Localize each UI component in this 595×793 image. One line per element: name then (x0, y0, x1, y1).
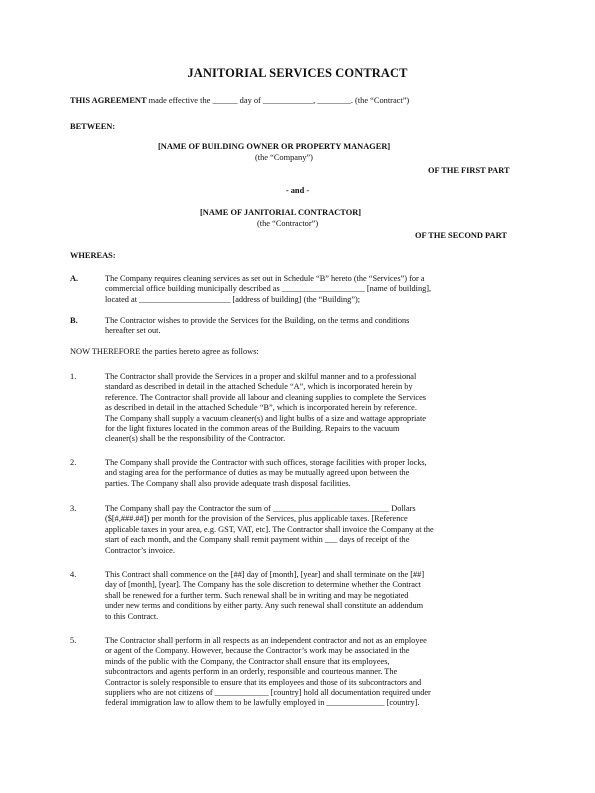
party1-alias: (the “Company”) (255, 153, 313, 162)
clause-line: subcontractors and agents perform in an orderly, responsible and courteous manner. The (105, 667, 398, 677)
party2-part: OF THE SECOND PART (415, 231, 507, 240)
clause-line: start of each month, and the Company shall remit payment within ___ days of receipt of the (105, 535, 410, 545)
party2-name: [NAME OF JANITORIAL CONTRACTOR] (200, 208, 362, 217)
clause-line: Contractor is solely responsible to ensure that its employees and those of its subcontractors and (105, 677, 422, 687)
clause-line: suppliers who are not citizens of _____________ [country] hold all documentation required under (105, 688, 431, 698)
recital-label: A. (70, 274, 79, 283)
clause-line: as described in detail in the attached Schedule “B”, which is incorporated herein by reference. (105, 403, 417, 413)
clause-label: 2. (70, 458, 77, 467)
recital-line: The Contractor wishes to provide the Services for the Building, on the terms and conditions (105, 316, 410, 325)
clause-line: The Contractor shall provide the Services in a proper and skilful manner and to a professional (105, 372, 417, 381)
clause-text (105, 636, 525, 709)
clause-line: under new terms and conditions by either party. Any such renewal shall constitute an addendum (105, 601, 424, 611)
clause-line: federal immigration law to allow them to be lawfully employed in ______________ [country]. (105, 698, 420, 708)
and-separator: - and - (285, 186, 310, 195)
party1-part: OF THE FIRST PART (428, 166, 510, 175)
clause-line: The Contractor shall perform in all respects as an independent contractor and not as an employee (105, 636, 427, 645)
clause-line: ($[#,###.##]) per month for the provision of the Services, plus applicable taxes. [Reference (105, 514, 408, 524)
recital-text (105, 274, 525, 305)
agreement-lead: THIS AGREEMENT (70, 96, 147, 105)
clause-line: This Contract shall commence on the [##] day of [month], [year] and shall terminate on the [##] (105, 570, 425, 579)
clause-label: 5. (70, 636, 77, 645)
party1-name: [NAME OF BUILDING OWNER OR PROPERTY MANAGER] (158, 142, 391, 151)
clause-line: or agent of the Company. However, because the Contractor’s work may be associated in the (105, 646, 410, 656)
clause-text (105, 570, 525, 622)
clause-line: and staging area for the performance of duties as may be mutually agreed upon between the (105, 468, 410, 478)
clause-line: The Company shall provide the Contractor with such offices, storage facilities with proper locks, (105, 458, 427, 467)
agreement-line (70, 96, 409, 106)
clause-label: 4. (70, 570, 77, 579)
clause-line: minds of the public with the Company, the Contractor shall ensure that its employees, (105, 656, 390, 666)
clause-line: applicable taxes in your area, e.g. GST, VAT, etc]. The Contractor shall invoice the Company at the (105, 524, 434, 534)
clause-line: day of [month], [year]. The Company has the sole discretion to determine whether the Contract (105, 580, 421, 590)
now-therefore-line: NOW THEREFORE the parties hereto agree as follows: (70, 347, 259, 356)
clause-line: shall be renewed for a further term. Such renewal shall be in writing and may be negotiated (105, 590, 409, 600)
agreement-text: made effective the ______ day of ____________, ________. (the “Contract”) (146, 96, 410, 105)
clause-line: to this Contract. (105, 611, 159, 621)
clause-line: standard as described in detail in the attached Schedule “A”, which is incorporated herein by (105, 382, 413, 392)
clause-line: reference. The Contractor shall provide all labour and cleaning supplies to complete the Services (105, 392, 427, 402)
recital-line: The Company requires cleaning services as set out in Schedule “B” hereto (the “Services”) for a (105, 274, 425, 283)
recital-label: B. (70, 316, 78, 325)
clause-line: Contractor’s invoice. (105, 545, 175, 555)
clause-label: 3. (70, 504, 77, 513)
recital-line: commercial office building municipally described as ____________________ [name of building], (105, 284, 432, 294)
clause-line: The Company shall pay the Contractor the sum of ____________________________ Dollars (105, 504, 416, 513)
party2-alias: (the “Contractor”) (257, 219, 319, 228)
clause-line: The Company shall supply a vacuum cleaner(s) and light bulbs of a size and wattage appropriate (105, 413, 426, 423)
document-title: JANITORIAL SERVICES CONTRACT (187, 66, 408, 80)
recital-text (105, 316, 525, 337)
clause-line: cleaner(s) shall be the responsibility of the Contractor. (105, 434, 286, 444)
recital-line: hereafter set out. (105, 326, 161, 336)
clause-line: parties. The Company shall also provide adequate trash disposal facilities. (105, 478, 351, 488)
clause-text (105, 504, 525, 556)
recital-line: located at ______________________ [address of building] (the “Building”); (105, 294, 361, 304)
whereas-heading: WHEREAS: (70, 251, 116, 260)
clause-line: for the light fixtures located in the common areas of the Building. Repairs to the vacuum (105, 424, 400, 434)
clause-label: 1. (70, 372, 77, 381)
clause-text (105, 458, 525, 489)
clause-text (105, 372, 525, 445)
between-heading: BETWEEN: (70, 122, 116, 131)
